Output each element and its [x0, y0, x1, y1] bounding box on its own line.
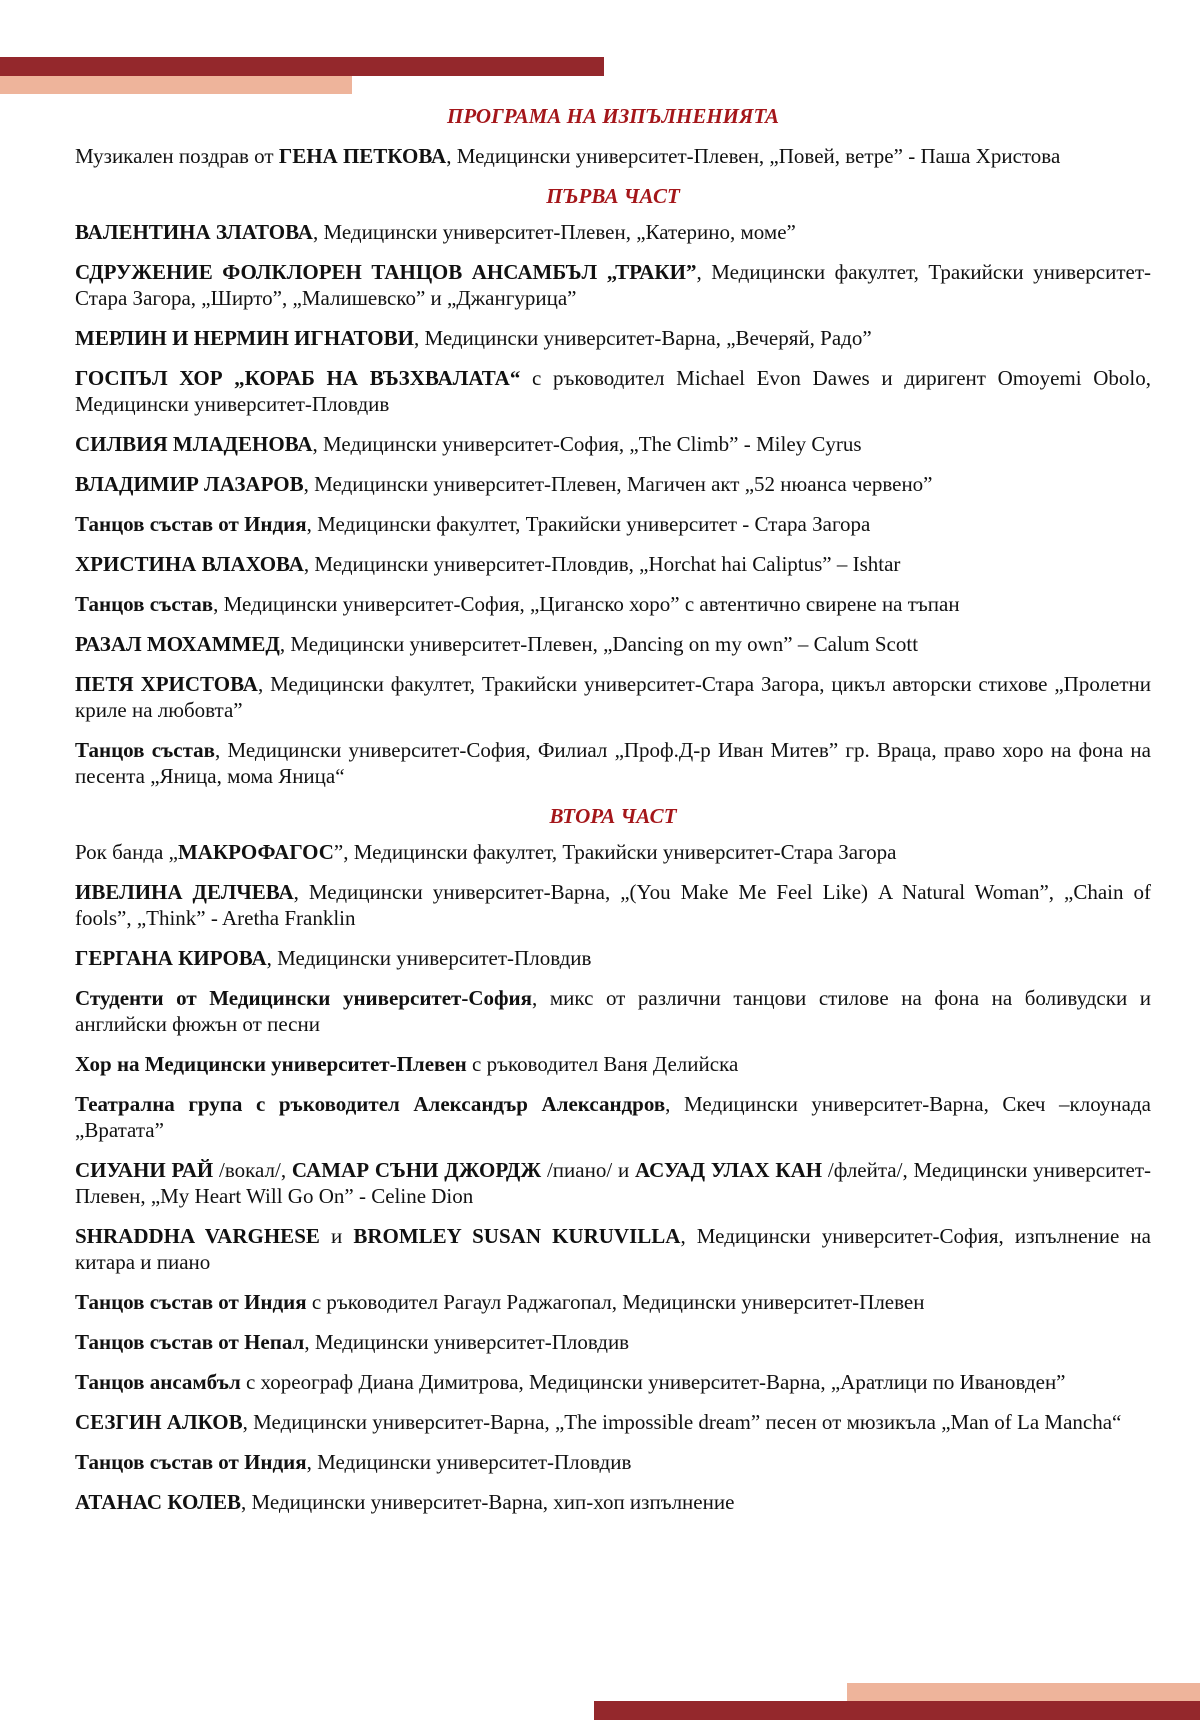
program-entry — [75, 1449, 1151, 1475]
program-entry — [75, 591, 1151, 617]
performer-name: BROMLEY SUSAN KURUVILLA — [353, 1224, 681, 1248]
performer-name: Танцов състав от Индия — [75, 1450, 307, 1474]
entry-text: , Медицински университет-Варна, „The impossible dream” песен от мюзикъла „Man of La Mancha“ — [242, 1410, 1122, 1434]
program-entry — [75, 945, 1151, 971]
performer-name: Танцов състав — [75, 592, 214, 616]
entry-text: , Медицински университет-Пловдив, „Horchat hai Caliptus” – Ishtar — [303, 552, 901, 576]
performer-name: Танцов състав от Индия — [75, 1290, 307, 1314]
entry-text: , Медицински факултет, Тракийски университет - Стара Загора — [306, 512, 871, 536]
entry-text: с ръководител Ваня Делийска — [466, 1052, 739, 1076]
entry-text: , Медицински университет-София, „The Climb” - Miley Cyrus — [312, 432, 862, 456]
program-entry — [75, 511, 1151, 537]
header-band-dark — [0, 57, 604, 76]
program-entry — [75, 1157, 1151, 1209]
performer-name: Танцов ансамбъл — [75, 1370, 241, 1394]
footer-band-light — [847, 1683, 1200, 1701]
performer-name: ПЕТЯ ХРИСТОВА — [75, 672, 258, 696]
entry-text: , Медицински университет-Плевен, „Повей, ветре” - Паша Христова — [446, 144, 1061, 168]
entry-text: , Медицински университет-Плевен, „Катерино, моме” — [312, 220, 796, 244]
footer-band-dark — [594, 1701, 1200, 1720]
performer-name: ИВЕЛИНА ДЕЛЧЕВА — [75, 880, 294, 904]
program-entry — [75, 1091, 1151, 1143]
entry-text: , Медицински университет-Пловдив — [266, 946, 592, 970]
program-entry — [75, 1051, 1151, 1077]
program-sections — [75, 183, 1151, 1515]
program-entry — [75, 985, 1151, 1037]
program-entry — [75, 219, 1151, 245]
program-entry — [75, 551, 1151, 577]
entry-text: Рок банда „ — [75, 840, 178, 864]
performer-name: Танцов състав — [75, 738, 216, 762]
performer-name: ГОСПЪЛ ХОР „КОРАБ НА ВЪЗХВАЛАТА“ — [75, 366, 521, 390]
program-entry — [75, 1369, 1151, 1395]
performer-name: Театрална група с ръководител Александър Александров — [75, 1092, 666, 1116]
entry-text: , Медицински факултет, Тракийски университет-Стара Загора, „Ширто”, „Малишевско” и „Джангурица” — [75, 260, 1151, 310]
program-title: ПРОГРАМА НА ИЗПЪЛНЕНИЯТА — [447, 104, 779, 128]
performer-name: ВАЛЕНТИНА ЗЛАТОВА — [75, 220, 313, 244]
performer-name: ГЕНА ПЕТКОВА — [278, 144, 447, 168]
entry-text: и — [319, 1224, 354, 1248]
performer-name: АСУАД УЛАХ КАН — [635, 1158, 823, 1182]
program-entry — [75, 839, 1151, 865]
entry-text: Музикален поздрав от — [75, 144, 279, 168]
entry-text: , Медицински факултет, Тракийски университет-Стара Загора, цикъл авторски стихове „Пролетни криле на любовта” — [75, 672, 1151, 722]
entry-text: ”, Медицински факултет, Тракийски университет-Стара Загора — [333, 840, 897, 864]
performer-name: СИЛВИЯ МЛАДЕНОВА — [75, 432, 313, 456]
performer-name: Студенти от Медицински университет-София — [75, 986, 533, 1010]
program-entry — [75, 1489, 1151, 1515]
entry-text: , Медицински университет-Пловдив — [306, 1450, 632, 1474]
entry-text: с ръководител Michael Evon Dawes и диригент Omoyemi Obolo, Медицински университет-Пловдив — [75, 366, 1151, 416]
performer-name: САМАР СЪНИ ДЖОРДЖ — [291, 1158, 542, 1182]
performer-name: РАЗАЛ МОХАММЕД — [75, 632, 280, 656]
entry-text: /пиано/ и — [541, 1158, 636, 1182]
performer-name: SHRADDHA VARGHESE — [75, 1224, 320, 1248]
performer-name: СДРУЖЕНИЕ ФОЛКЛОРЕН ТАНЦОВ АНСАМБЪЛ „ТРАКИ” — [75, 260, 697, 284]
entry-text: /флейта/, Медицински университет-Плевен, „My Heart Will Go On” - Celine Dion — [75, 1158, 1152, 1208]
performer-name: ГЕРГАНА КИРОВА — [75, 946, 267, 970]
performer-name: ХРИСТИНА ВЛАХОВА — [75, 552, 304, 576]
entry-text: с ръководител Рагаул Раджагопал, Медицински университет-Плевен — [306, 1290, 925, 1314]
program-entry — [75, 879, 1151, 931]
program-entry — [75, 737, 1151, 789]
entry-text: , Медицински университет-Варна, хип-хоп изпълнение — [240, 1490, 735, 1514]
entry-text: , Медицински университет-Варна, „Вечеряй, Радо” — [413, 326, 872, 350]
program-entry — [75, 1289, 1151, 1315]
entry-text: /вокал/, — [213, 1158, 292, 1182]
program-entry — [75, 671, 1151, 723]
performer-name: ВЛАДИМИР ЛАЗАРОВ — [75, 472, 304, 496]
performer-name: СИУАНИ РАЙ — [75, 1158, 214, 1182]
program-entry — [75, 259, 1151, 311]
program-entry — [75, 431, 1151, 457]
entry-text: , Медицински университет-Варна, „(You Make Me Feel Like) A Natural Woman”, „Chain of fools”, „Think” - Aretha Franklin — [75, 880, 1151, 930]
performer-name: МАКРОФАГОС — [177, 840, 334, 864]
program-entry — [75, 365, 1151, 417]
entry-text: , Медицински университет-Варна, Скеч –клоунада „Вратата” — [75, 1092, 1151, 1142]
performer-name: Танцов състав от Непал — [75, 1330, 305, 1354]
program-content — [75, 103, 1151, 1529]
section-heading: ВТОРА ЧАСТ — [549, 804, 677, 828]
program-entry — [75, 1329, 1151, 1355]
entry-text: с хореограф Диана Димитрова, Медицински университет-Варна, „Аратлици по Ивановден” — [240, 1370, 1066, 1394]
entry-text: , Медицински университет-Пловдив — [304, 1330, 630, 1354]
entry-text: , Медицински университет-Плевен, Магичен акт „52 нюанса червено” — [303, 472, 933, 496]
section-heading: ПЪРВА ЧАСТ — [546, 184, 680, 208]
performer-name: МЕРЛИН И НЕРМИН ИГНАТОВИ — [75, 326, 414, 350]
header-band-light — [0, 76, 352, 94]
entry-text: , Медицински университет-София, Филиал „Проф.Д-р Иван Митев” гр. Враца, право хоро на фона на песента „Яница, мома Яница“ — [75, 738, 1151, 788]
entry-text: , Медицински университет-София, изпълнение на китара и пиано — [75, 1224, 1151, 1274]
entry-text: , Медицински университет-Плевен, „Dancing on my own” – Calum Scott — [279, 632, 919, 656]
performer-name: Хор на Медицински университет-Плевен — [75, 1052, 467, 1076]
program-entry — [75, 471, 1151, 497]
greeting-entry — [75, 143, 1151, 169]
program-entry — [75, 631, 1151, 657]
entry-text: , микс от различни танцови стилове на фона на боливудски и английски фюжън от песни — [75, 986, 1152, 1036]
performer-name: АТАНАС КОЛЕВ — [75, 1490, 241, 1514]
performer-name: СЕЗГИН АЛКОВ — [75, 1410, 243, 1434]
performer-name: Танцов състав от Индия — [75, 512, 307, 536]
program-entry — [75, 325, 1151, 351]
program-entry — [75, 1223, 1151, 1275]
program-entry — [75, 1409, 1151, 1435]
entry-text: , Медицински университет-София, „Циганско хоро” с автентично свирене на тъпан — [213, 592, 960, 616]
